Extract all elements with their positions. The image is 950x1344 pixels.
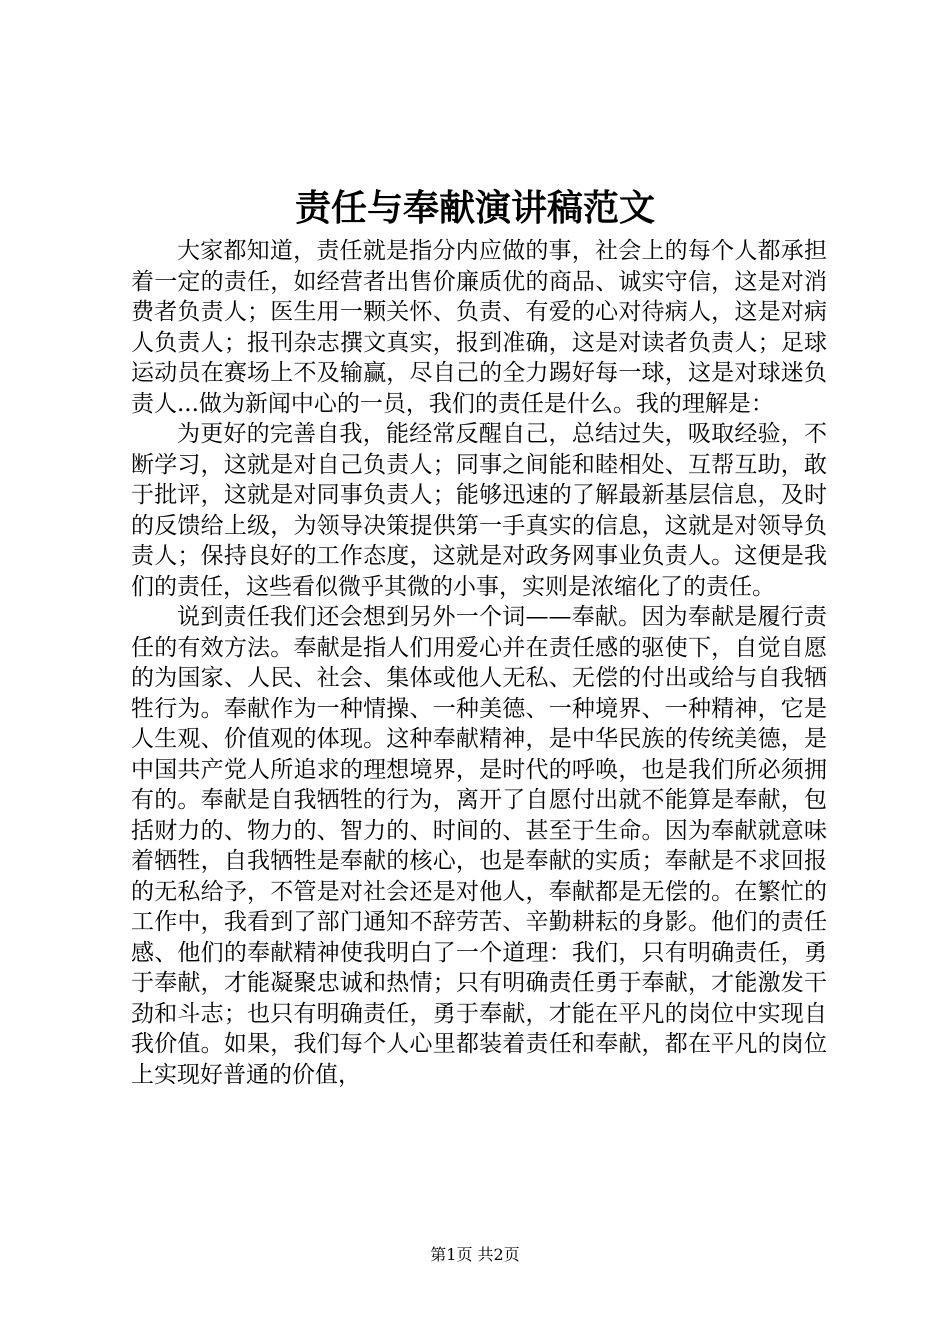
paragraph-1: 大家都知道，责任就是指分内应做的事，社会上的每个人都承担着一定的责任，如经营者出售价廉质优的商品、诚实守信，这是对消费者负责人；医生用一颗关怀、负责、有爱的心对待病人，这是对病人负责人；报刊杂志撰文真实，报到准确，这是对读者负责人；足球运动员在赛场上不及输赢，尽自己的全力踢好每一球，这是对球迷负责人...做为新闻中心的一员，我们的责任是什么。我的理解是：: [131, 238, 827, 417]
paragraph-2: 为更好的完善自我，能经常反醒自己，总结过失，吸取经验，不断学习，这就是对自己负责人；同事之间能和睦相处、互帮互助，敢于批评，这就是对同事负责人；能够迅速的了解最新基层信息，及时的反馈给上级，为领导决策提供第一手真实的信息，这就是对领导负责人；保持良好的工作态度，这就是对政务网事业负责人。这便是我们的责任，这些看似微乎其微的小事，实则是浓缩化了的责任。: [131, 421, 827, 600]
document-title: 责任与奉献演讲稿范文: [294, 187, 655, 229]
document-body: [131, 236, 827, 1090]
page-footer: 第1页 共2页: [430, 1245, 520, 1264]
paragraph-3: 说到责任我们还会想到另外一个词——奉献。因为奉献是履行责任的有效方法。奉献是指人们用爱心并在责任感的驱使下，自觉自愿的为国家、人民、社会、集体或他人无私、无偿的付出或给与自我牺牲行为。奉献作为一种情操、一种美德、一种境界、一种精神，它是人生观、价值观的体现。这种奉献精神，是中华民族的传统美德，是中国共产党人所追求的理想境界，是时代的呼唤，也是我们所必须拥有的。奉献是自我牺牲的行为，离开了自愿付出就不能算是奉献，包括财力的、物力的、智力的、时间的、甚至于生命。因为奉献就意味着牺牲，自我牺牲是奉献的核心，也是奉献的实质；奉献是不求回报的无私给予，不管是对社会还是对他人，奉献都是无偿的。在繁忙的工作中，我看到了部门通知不辞劳苦、辛勤耕耘的身影。他们的责任感、他们的奉献精神使我明白了一个道理：我们，只有明确责任，勇于奉献，才能凝聚忠诚和热情；只有明确责任勇于奉献，才能激发干劲和斗志；也只有明确责任，勇于奉献，才能在平凡的岗位中实现自我价值。如果，我们每个人心里都装着责任和奉献，都在平凡的岗位上实现好普通的价值，: [131, 604, 827, 1088]
